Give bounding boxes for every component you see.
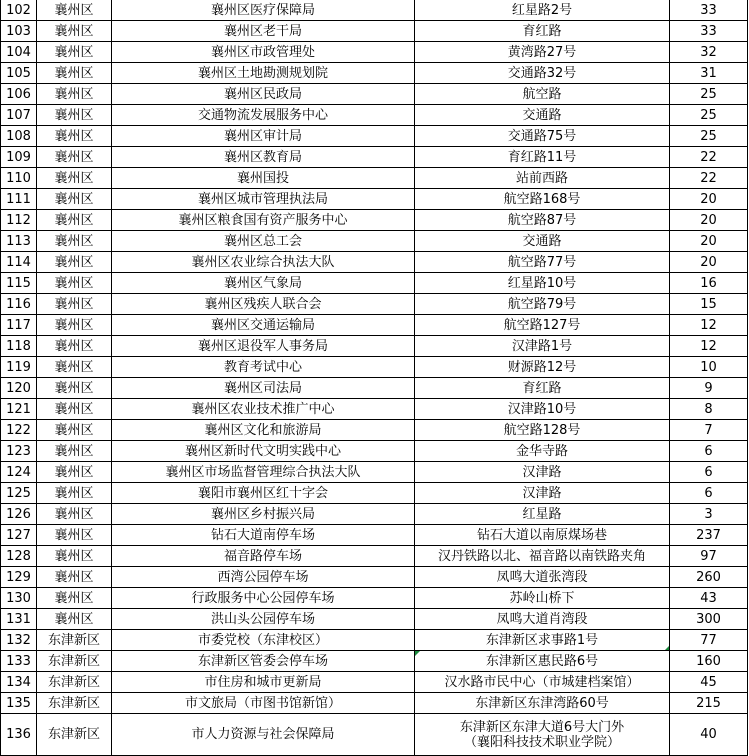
address-cell[interactable]: 红星路 bbox=[415, 504, 670, 525]
district-cell[interactable]: 襄州区 bbox=[37, 84, 112, 105]
parking-count-cell[interactable]: 25 bbox=[670, 84, 748, 105]
unit-name-cell[interactable]: 襄州区退役军人事务局 bbox=[112, 336, 415, 357]
row-number-cell[interactable]: 128 bbox=[1, 546, 37, 567]
parking-count-cell[interactable]: 10 bbox=[670, 357, 748, 378]
row-number-cell[interactable]: 113 bbox=[1, 231, 37, 252]
address-cell[interactable]: 航空路168号 bbox=[415, 189, 670, 210]
parking-count-cell[interactable]: 25 bbox=[670, 105, 748, 126]
address-cell[interactable]: 苏岭山桥下 bbox=[415, 588, 670, 609]
row-number-cell[interactable]: 104 bbox=[1, 42, 37, 63]
unit-name-cell[interactable]: 西湾公园停车场 bbox=[112, 567, 415, 588]
address-cell[interactable] bbox=[415, 714, 670, 756]
parking-count-cell[interactable]: 3 bbox=[670, 504, 748, 525]
address-cell[interactable]: 汉丹铁路以北、福音路以南铁路夹角 bbox=[415, 546, 670, 567]
address-cell[interactable]: 东津新区惠民路6号 bbox=[415, 651, 670, 672]
parking-count-cell[interactable]: 22 bbox=[670, 168, 748, 189]
unit-name-cell[interactable]: 交通物流发展服务中心 bbox=[112, 105, 415, 126]
parking-count-cell[interactable]: 33 bbox=[670, 0, 748, 21]
district-cell[interactable]: 襄州区 bbox=[37, 378, 112, 399]
district-cell[interactable]: 襄州区 bbox=[37, 126, 112, 147]
table-row bbox=[1, 630, 748, 651]
address-cell[interactable]: 交通路32号 bbox=[415, 63, 670, 84]
address-line-2: （襄阳科技技术职业学院） bbox=[463, 734, 620, 750]
parking-count-cell[interactable]: 12 bbox=[670, 336, 748, 357]
table-row bbox=[1, 483, 748, 504]
address-cell[interactable]: 财源路12号 bbox=[415, 357, 670, 378]
address-cell[interactable]: 黄湾路27号 bbox=[415, 42, 670, 63]
table-row bbox=[1, 462, 748, 483]
address-cell[interactable]: 凤鸣大道张湾段 bbox=[415, 567, 670, 588]
district-cell[interactable]: 襄州区 bbox=[37, 525, 112, 546]
address-cell[interactable]: 育红路 bbox=[415, 378, 670, 399]
address-cell[interactable]: 东津新区求事路1号 bbox=[415, 630, 670, 651]
table-row bbox=[1, 21, 748, 42]
row-number-cell[interactable]: 131 bbox=[1, 609, 37, 630]
table-row bbox=[1, 63, 748, 84]
district-cell[interactable]: 襄州区 bbox=[37, 609, 112, 630]
row-number-cell[interactable]: 114 bbox=[1, 252, 37, 273]
district-cell[interactable]: 襄州区 bbox=[37, 252, 112, 273]
unit-name-cell[interactable]: 市委党校（东津校区） bbox=[112, 630, 415, 651]
table-row bbox=[1, 0, 748, 21]
unit-name-cell[interactable]: 市住房和城市更新局 bbox=[112, 672, 415, 693]
table-row bbox=[1, 588, 748, 609]
row-number-cell[interactable]: 117 bbox=[1, 315, 37, 336]
parking-count-cell[interactable]: 20 bbox=[670, 231, 748, 252]
unit-name-cell[interactable]: 襄州区市政管理处 bbox=[112, 42, 415, 63]
table-row bbox=[1, 567, 748, 588]
address-cell[interactable]: 红星路2号 bbox=[415, 0, 670, 21]
unit-name-cell[interactable]: 襄州区总工会 bbox=[112, 231, 415, 252]
unit-name-cell[interactable]: 襄州区民政局 bbox=[112, 84, 415, 105]
row-number-cell[interactable]: 116 bbox=[1, 294, 37, 315]
address-cell[interactable]: 汉津路1号 bbox=[415, 336, 670, 357]
address-cell[interactable]: 东津新区东津湾路60号 bbox=[415, 693, 670, 714]
district-cell[interactable]: 东津新区 bbox=[37, 651, 112, 672]
district-cell[interactable]: 襄州区 bbox=[37, 441, 112, 462]
parking-count-cell[interactable]: 260 bbox=[670, 567, 748, 588]
row-number-cell[interactable]: 123 bbox=[1, 441, 37, 462]
row-number-cell[interactable]: 126 bbox=[1, 504, 37, 525]
table-row bbox=[1, 294, 748, 315]
address-cell[interactable]: 钻石大道以南原煤场巷 bbox=[415, 525, 670, 546]
parking-count-cell[interactable]: 300 bbox=[670, 609, 748, 630]
district-cell[interactable]: 襄州区 bbox=[37, 189, 112, 210]
row-number-cell[interactable]: 110 bbox=[1, 168, 37, 189]
table-row bbox=[1, 126, 748, 147]
row-number-cell[interactable]: 108 bbox=[1, 126, 37, 147]
parking-count-cell[interactable]: 32 bbox=[670, 42, 748, 63]
district-cell[interactable]: 襄州区 bbox=[37, 357, 112, 378]
row-number-cell[interactable]: 105 bbox=[1, 63, 37, 84]
row-number-cell[interactable]: 134 bbox=[1, 672, 37, 693]
parking-count-cell[interactable]: 20 bbox=[670, 252, 748, 273]
parking-count-cell[interactable]: 6 bbox=[670, 441, 748, 462]
parking-count-cell[interactable]: 31 bbox=[670, 63, 748, 84]
address-cell[interactable]: 交通路 bbox=[415, 105, 670, 126]
table-row bbox=[1, 651, 748, 672]
unit-name-cell[interactable]: 襄州区农业综合执法大队 bbox=[112, 252, 415, 273]
table-row bbox=[1, 357, 748, 378]
district-cell[interactable]: 襄州区 bbox=[37, 0, 112, 21]
address-cell[interactable]: 汉津路 bbox=[415, 462, 670, 483]
table-row bbox=[1, 273, 748, 294]
unit-name-cell[interactable]: 襄州区审计局 bbox=[112, 126, 415, 147]
unit-name-cell[interactable]: 襄州区教育局 bbox=[112, 147, 415, 168]
table-row bbox=[1, 399, 748, 420]
address-line-1: 东津新区东津大道6号大门外 bbox=[459, 719, 625, 735]
row-number-cell[interactable]: 119 bbox=[1, 357, 37, 378]
parking-count-cell[interactable]: 215 bbox=[670, 693, 748, 714]
address-cell[interactable]: 航空路127号 bbox=[415, 315, 670, 336]
row-number-cell[interactable]: 133 bbox=[1, 651, 37, 672]
row-number-cell[interactable]: 103 bbox=[1, 21, 37, 42]
parking-count-cell[interactable]: 20 bbox=[670, 210, 748, 231]
table-row bbox=[1, 714, 748, 756]
unit-name-cell[interactable]: 襄州区残疾人联合会 bbox=[112, 294, 415, 315]
address-cell[interactable]: 交通路 bbox=[415, 231, 670, 252]
table-row bbox=[1, 189, 748, 210]
table-row bbox=[1, 252, 748, 273]
row-number-cell[interactable]: 111 bbox=[1, 189, 37, 210]
district-cell[interactable]: 襄州区 bbox=[37, 231, 112, 252]
table-row bbox=[1, 168, 748, 189]
table-row bbox=[1, 147, 748, 168]
row-number-cell[interactable]: 115 bbox=[1, 273, 37, 294]
parking-count-cell[interactable]: 9 bbox=[670, 378, 748, 399]
parking-count-cell[interactable]: 22 bbox=[670, 147, 748, 168]
row-number-cell[interactable]: 135 bbox=[1, 693, 37, 714]
parking-count-cell[interactable]: 45 bbox=[670, 672, 748, 693]
parking-count-cell[interactable]: 43 bbox=[670, 588, 748, 609]
row-number-cell[interactable]: 112 bbox=[1, 210, 37, 231]
unit-name-cell[interactable]: 襄州区新时代文明实践中心 bbox=[112, 441, 415, 462]
parking-count-cell[interactable]: 20 bbox=[670, 189, 748, 210]
row-number-cell[interactable]: 107 bbox=[1, 105, 37, 126]
address-cell[interactable]: 育红路 bbox=[415, 21, 670, 42]
parking-count-cell[interactable]: 15 bbox=[670, 294, 748, 315]
table-row bbox=[1, 441, 748, 462]
table-row bbox=[1, 546, 748, 567]
row-number-cell[interactable]: 124 bbox=[1, 462, 37, 483]
parking-count-cell[interactable]: 77 bbox=[670, 630, 748, 651]
parking-count-cell[interactable]: 160 bbox=[670, 651, 748, 672]
address-cell[interactable]: 汉津路10号 bbox=[415, 399, 670, 420]
address-cell[interactable]: 航空路87号 bbox=[415, 210, 670, 231]
address-cell[interactable]: 红星路10号 bbox=[415, 273, 670, 294]
row-number-cell[interactable]: 106 bbox=[1, 84, 37, 105]
district-cell[interactable]: 襄州区 bbox=[37, 21, 112, 42]
district-cell[interactable]: 东津新区 bbox=[37, 714, 112, 756]
address-cell[interactable]: 航空路128号 bbox=[415, 420, 670, 441]
address-cell[interactable]: 育红路11号 bbox=[415, 147, 670, 168]
table-row bbox=[1, 105, 748, 126]
district-cell[interactable]: 襄州区 bbox=[37, 273, 112, 294]
unit-name-cell[interactable]: 襄州区乡村振兴局 bbox=[112, 504, 415, 525]
row-number-cell[interactable]: 136 bbox=[1, 714, 37, 756]
address-cell[interactable]: 航空路79号 bbox=[415, 294, 670, 315]
table-row bbox=[1, 210, 748, 231]
unit-name-cell[interactable]: 襄州区土地勘测规划院 bbox=[112, 63, 415, 84]
address-cell[interactable]: 凤鸣大道肖湾段 bbox=[415, 609, 670, 630]
address-cell[interactable]: 汉水路市民中心（市城建档案馆） bbox=[415, 672, 670, 693]
parking-count-cell[interactable]: 16 bbox=[670, 273, 748, 294]
unit-name-cell[interactable]: 行政服务中心公园停车场 bbox=[112, 588, 415, 609]
unit-name-cell[interactable]: 襄州区市场监督管理综合执法大队 bbox=[112, 462, 415, 483]
unit-name-cell[interactable]: 襄州国投 bbox=[112, 168, 415, 189]
parking-count-cell[interactable]: 12 bbox=[670, 315, 748, 336]
district-cell[interactable]: 襄州区 bbox=[37, 504, 112, 525]
unit-name-cell[interactable]: 东津新区管委会停车场 bbox=[112, 651, 415, 672]
row-number-cell[interactable]: 121 bbox=[1, 399, 37, 420]
table-row bbox=[1, 378, 748, 399]
district-cell[interactable]: 襄州区 bbox=[37, 462, 112, 483]
unit-name-cell[interactable]: 市文旅局（市图书馆新馆） bbox=[112, 693, 415, 714]
district-cell[interactable]: 襄州区 bbox=[37, 294, 112, 315]
parking-count-cell[interactable]: 8 bbox=[670, 399, 748, 420]
row-number-cell[interactable]: 122 bbox=[1, 420, 37, 441]
unit-name-cell[interactable]: 福音路停车场 bbox=[112, 546, 415, 567]
district-cell[interactable]: 襄州区 bbox=[37, 420, 112, 441]
table-row bbox=[1, 315, 748, 336]
district-cell[interactable]: 襄州区 bbox=[37, 588, 112, 609]
address-cell[interactable]: 站前西路 bbox=[415, 168, 670, 189]
table-row bbox=[1, 84, 748, 105]
unit-name-cell[interactable]: 襄州区粮食国有资产服务中心 bbox=[112, 210, 415, 231]
row-number-cell[interactable]: 120 bbox=[1, 378, 37, 399]
row-number-cell[interactable]: 118 bbox=[1, 336, 37, 357]
parking-count-cell[interactable]: 6 bbox=[670, 462, 748, 483]
district-cell[interactable]: 襄州区 bbox=[37, 483, 112, 504]
address-cell[interactable]: 金华寺路 bbox=[415, 441, 670, 462]
district-cell[interactable]: 襄州区 bbox=[37, 168, 112, 189]
district-cell[interactable]: 东津新区 bbox=[37, 672, 112, 693]
row-number-cell[interactable]: 109 bbox=[1, 147, 37, 168]
table-row bbox=[1, 231, 748, 252]
parking-count-cell[interactable]: 40 bbox=[670, 714, 748, 756]
address-cell[interactable]: 航空路77号 bbox=[415, 252, 670, 273]
table-row bbox=[1, 525, 748, 546]
parking-count-cell[interactable]: 237 bbox=[670, 525, 748, 546]
district-cell[interactable]: 襄州区 bbox=[37, 105, 112, 126]
table-row bbox=[1, 504, 748, 525]
address-cell[interactable]: 汉津路 bbox=[415, 483, 670, 504]
unit-name-cell[interactable]: 襄州区城市管理执法局 bbox=[112, 189, 415, 210]
unit-name-cell[interactable]: 襄阳市襄州区红十字会 bbox=[112, 483, 415, 504]
district-cell[interactable]: 襄州区 bbox=[37, 42, 112, 63]
parking-count-cell[interactable]: 6 bbox=[670, 483, 748, 504]
unit-name-cell[interactable]: 襄州区气象局 bbox=[112, 273, 415, 294]
row-number-cell[interactable]: 132 bbox=[1, 630, 37, 651]
unit-name-cell[interactable]: 市人力资源与社会保障局 bbox=[112, 714, 415, 756]
row-number-cell[interactable]: 130 bbox=[1, 588, 37, 609]
table-row bbox=[1, 42, 748, 63]
table-row bbox=[1, 336, 748, 357]
table-row bbox=[1, 672, 748, 693]
unit-name-cell[interactable]: 襄州区交通运输局 bbox=[112, 315, 415, 336]
unit-name-cell[interactable]: 襄州区农业技术推广中心 bbox=[112, 399, 415, 420]
unit-name-cell[interactable]: 钻石大道南停车场 bbox=[112, 525, 415, 546]
parking-count-cell[interactable]: 97 bbox=[670, 546, 748, 567]
district-cell[interactable]: 东津新区 bbox=[37, 693, 112, 714]
district-cell[interactable]: 襄州区 bbox=[37, 399, 112, 420]
unit-name-cell[interactable]: 襄州区司法局 bbox=[112, 378, 415, 399]
unit-name-cell[interactable]: 襄州区文化和旅游局 bbox=[112, 420, 415, 441]
row-number-cell[interactable]: 102 bbox=[1, 0, 37, 21]
district-cell[interactable]: 襄州区 bbox=[37, 315, 112, 336]
district-cell[interactable]: 襄州区 bbox=[37, 567, 112, 588]
row-number-cell[interactable]: 127 bbox=[1, 525, 37, 546]
district-cell[interactable]: 襄州区 bbox=[37, 546, 112, 567]
table-body bbox=[1, 0, 748, 756]
row-number-cell[interactable]: 129 bbox=[1, 567, 37, 588]
address-cell[interactable]: 航空路 bbox=[415, 84, 670, 105]
unit-name-cell[interactable]: 教育考试中心 bbox=[112, 357, 415, 378]
district-cell[interactable]: 襄州区 bbox=[37, 210, 112, 231]
table-row bbox=[1, 420, 748, 441]
unit-name-cell[interactable]: 洪山头公园停车场 bbox=[112, 609, 415, 630]
table-row bbox=[1, 609, 748, 630]
district-cell[interactable]: 襄州区 bbox=[37, 147, 112, 168]
parking-count-cell[interactable]: 33 bbox=[670, 21, 748, 42]
address-cell[interactable]: 交通路75号 bbox=[415, 126, 670, 147]
district-cell[interactable]: 襄州区 bbox=[37, 336, 112, 357]
district-cell[interactable]: 襄州区 bbox=[37, 63, 112, 84]
district-cell[interactable]: 东津新区 bbox=[37, 630, 112, 651]
parking-count-cell[interactable]: 25 bbox=[670, 126, 748, 147]
table-row bbox=[1, 693, 748, 714]
row-number-cell[interactable]: 125 bbox=[1, 483, 37, 504]
unit-name-cell[interactable]: 襄州区医疗保障局 bbox=[112, 0, 415, 21]
unit-name-cell[interactable]: 襄州区老干局 bbox=[112, 21, 415, 42]
parking-count-cell[interactable]: 7 bbox=[670, 420, 748, 441]
